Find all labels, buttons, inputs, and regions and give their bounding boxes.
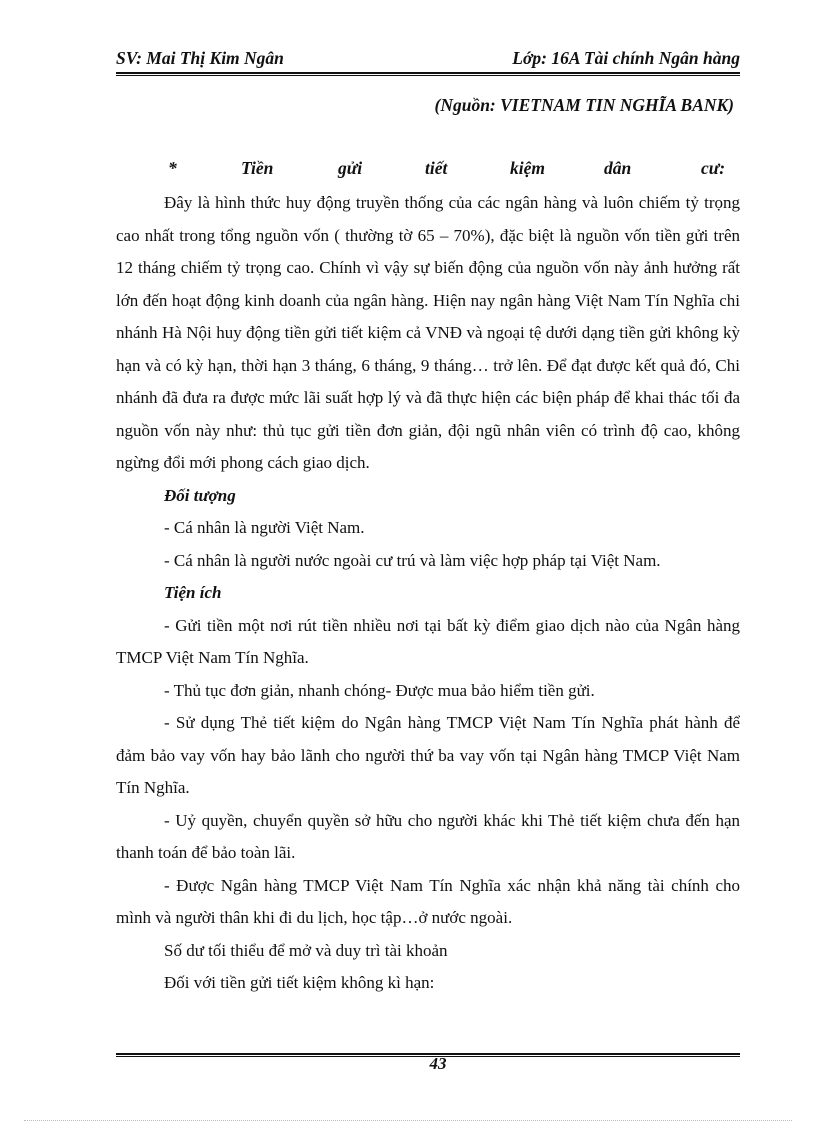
heading-word: tiết xyxy=(425,158,448,178)
closing-line: Đối với tiền gửi tiết kiệm không kì hạn: xyxy=(164,973,435,992)
list-item: - Gửi tiền một nơi rút tiền nhiều nơi tại bất kỳ điểm giao dịch nào của Ngân hàng TMCP Việt Nam Tín Nghĩa. xyxy=(116,615,740,667)
heading-word: gửi xyxy=(338,158,363,178)
heading-word: cư: xyxy=(701,158,726,178)
list-item: - Được Ngân hàng TMCP Việt Nam Tín Nghĩa xác nhận khả năng tài chính cho mình và người thân khi đi du lịch, học tập…ở nước ngoài. xyxy=(116,875,740,927)
page-bottom-border xyxy=(24,1120,792,1121)
heading-word: dân xyxy=(604,158,632,178)
body-content xyxy=(116,187,740,1000)
closing-line: Số dư tối thiểu để mở và duy trì tài khoản xyxy=(164,940,448,960)
heading-word: Tiền xyxy=(241,158,274,178)
doi-tuong-heading: Đối tượng xyxy=(164,485,236,505)
heading-bullet: * xyxy=(168,158,177,178)
page-number: 43 xyxy=(429,1054,447,1073)
list-item: - Thủ tục đơn giản, nhanh chóng- Được mua bảo hiểm tiền gửi. xyxy=(164,680,595,700)
list-item: - Uỷ quyền, chuyển quyền sở hữu cho người khác khi Thẻ tiết kiệm chưa đến hạn thanh toán để bảo toàn lãi. xyxy=(116,810,740,862)
tien-ich-heading: Tiện ích xyxy=(164,583,222,602)
section-heading xyxy=(116,158,740,186)
heading-word: kiệm xyxy=(510,158,545,178)
list-item: - Cá nhân là người nước ngoài cư trú và làm việc hợp pháp tại Việt Nam. xyxy=(164,550,661,570)
list-item: - Cá nhân là người Việt Nam. xyxy=(164,518,365,537)
source-citation: (Nguồn: VIETNAM TIN NGHĨA BANK) xyxy=(434,95,734,115)
page-header xyxy=(116,48,740,72)
header-rule-thin xyxy=(116,75,740,76)
header-rule xyxy=(116,72,740,74)
list-item: - Sử dụng Thẻ tiết kiệm do Ngân hàng TMCP Việt Nam Tín Nghĩa phát hành để đảm bảo vay vốn hay bảo lãnh cho người thứ ba vay vốn tại Ngân hàng TMCP Việt Nam Tín Nghĩa. xyxy=(116,713,740,797)
intro-paragraph: Đây là hình thức huy động truyền thống của các ngân hàng và luôn chiếm tỷ trọng cao nhất trong tổng nguồn vốn ( thường tờ 65 – 70%), đặc biệt là nguồn vốn tiền gửi trên 12 tháng chiếm tỷ trọng cao. Chính vì vậy sự biến động của nguồn vốn này ảnh hưởng rất lớn đến hoạt động kinh doanh của ngân hàng. Hiện nay ngân hàng Việt Nam Tín Nghĩa chi nhánh Hà Nội huy động tiền gửi tiết kiệm cả VNĐ và ngoại tệ dưới dạng tiền gửi không kỳ hạn và có kỳ hạn, thời hạn 3 tháng, 6 tháng, 9 tháng… trở lên. Để đạt được kết quả đó, Chi nhánh đã đưa ra được mức lãi suất hợp lý và đã thực hiện các biện pháp để khai thác tối đa nguồn vốn này như: thủ tục gửi tiền đơn giản, đội ngũ nhân viên có trình độ cao, không ngừng đổi mới phong cách giao dịch. xyxy=(116,193,740,472)
header-class-name: Lớp: 16A Tài chính Ngân hàng xyxy=(512,48,740,68)
header-student-name: SV: Mai Thị Kim Ngân xyxy=(116,48,284,68)
